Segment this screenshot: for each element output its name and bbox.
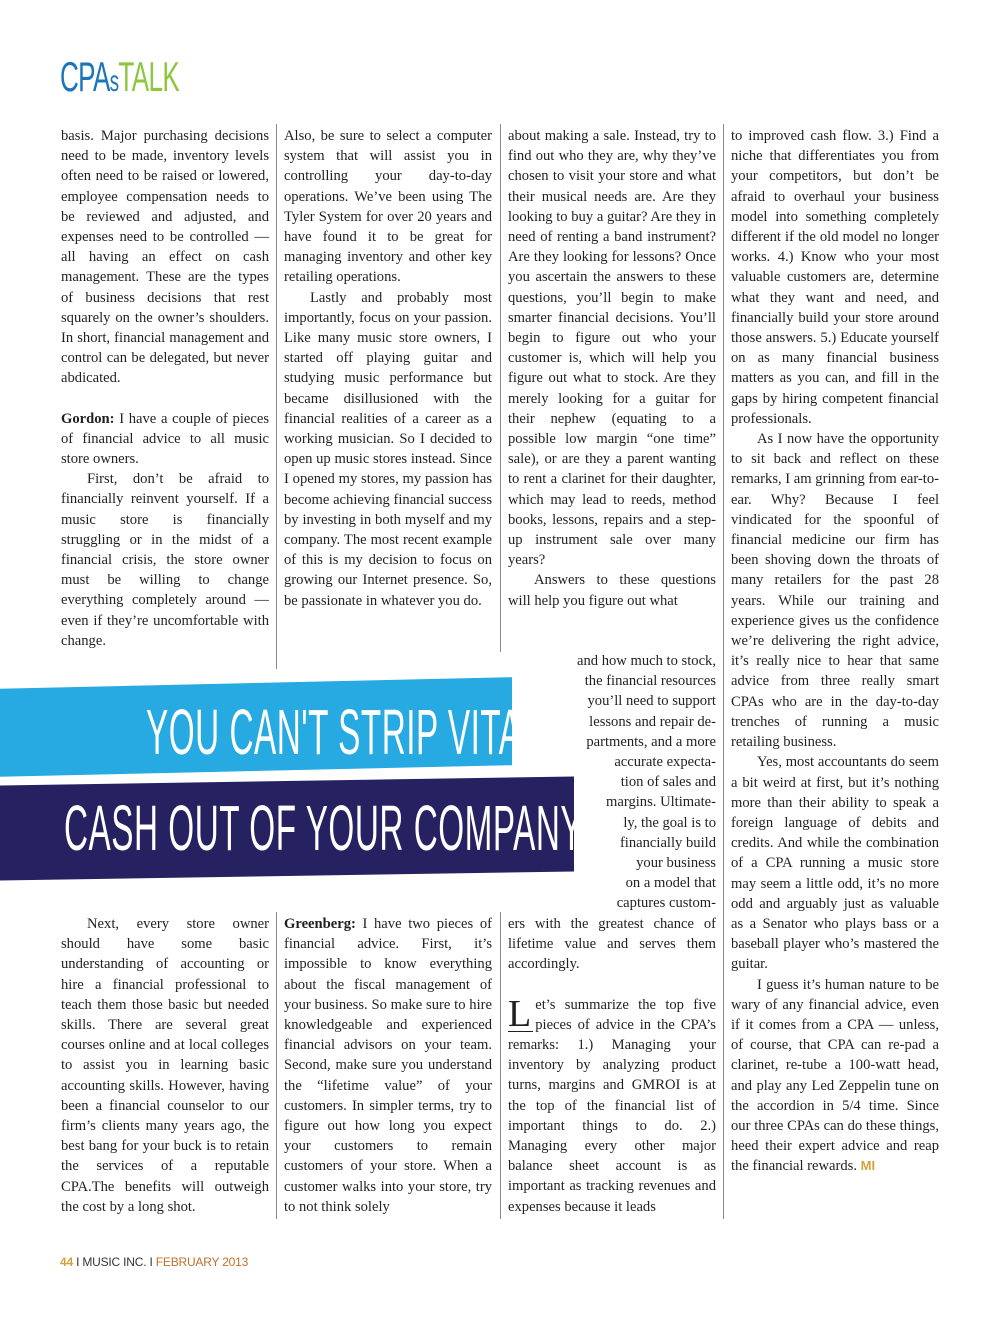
page-number: 44: [60, 1255, 73, 1269]
paragraph-text: I have two pieces of financial advice. First, it’s impossible to know everything about the fiscal management of your business. So make sure to hire knowledgeable and experienced financial advisors on your team. Second, make sure you understand the “lifetime value” of your customers. In simpler terms, try to figure out how long you expect your customers to remain customers of your store. When a customer walks into your store, try to not think solely: [284, 916, 492, 1215]
headline-line-2: CASH OUT OF YOUR COMPANY: [64, 792, 584, 864]
speaker-name: Greenberg:: [284, 916, 356, 932]
column-4: [731, 126, 939, 1177]
paragraph-text: I guess it’s human nature to be wary of any financial advice, even if it comes from a CPA — unless, of course, that CPA can re-pad a clarinet, re-tube a 100-watt head, and play any Led Zeppelin tune on the accordion in 5/4 time. Since our three CPAs can do these things, heed their expert advice and reap the financial rewards.: [731, 976, 939, 1175]
column-2-bottom: [284, 914, 492, 1217]
paragraph: Lastly and probably most importantly, focus on your passion. Like many music store owners, I started off playing guitar and studying music performance but became disillusioned with the financial realities of a career as a working musician. So I decided to open up music stores instead. Since I opened my stores, my passion has become achieving financial success by investing in both myself and my company. The most recent example of this is my decision to focus on growing our Internet presence. So, be passionate in whatever you do.: [284, 289, 492, 609]
page-footer: [60, 1255, 248, 1269]
text-line: on a model that: [625, 875, 716, 892]
text-line: captures custom-: [616, 895, 716, 912]
paragraph: [284, 914, 492, 1217]
text-line: lessons and repair de-: [589, 713, 716, 730]
column-3-bottom: [508, 914, 716, 1217]
paragraph: ers with the greatest chance of lifetime value and serves them accordingly.: [508, 916, 716, 973]
paragraph: Answers to these questions will help you figure out what: [508, 572, 716, 609]
paragraph: Next, every store owner should have some basic understanding of accounting or hire a financial professional to teach them those basic but needed skills. There are several great courses online and at local colleges to assist you in learning basic accounting skills. However, having been a financial counselor to our firm’s clients many years ago, the best bang for your buck is to retain the services of a reputable CPA.The benefits will outweigh the cost by a long shot.: [61, 916, 269, 1215]
column-rule: [500, 912, 501, 1219]
logo-s: s: [109, 65, 119, 98]
end-mark: MI: [860, 1158, 876, 1174]
paragraph: [731, 975, 939, 1177]
speaker-name: Gordon:: [61, 410, 115, 427]
column-3-top: [508, 126, 716, 611]
paragraph: First, don’t be afraid to financially reinvent yourself. If a music store is financially struggling or in the midst of a financial crisis, the store owner must be willing to change everything completely around — even if they’re uncomfortable with change.: [61, 471, 269, 649]
paragraph: to improved cash flow. 3.) Find a niche that differentiates you from your competitors, but don’t be afraid to overhaul your business model into something completely different if the old model no longer works. 4.) Know who your most valuable customers are, determine what they want and need, and financially build your store around those answers. 5.) Educate yourself on as many financial business matters as you can, and fill in the gaps by hiring competent financial professionals.: [731, 128, 939, 427]
column-rule: [276, 912, 277, 1219]
text-line: and how much to stock,: [576, 653, 716, 669]
section-logo: [60, 53, 180, 100]
column-3-wrapped-text: [508, 651, 716, 914]
text-line: accurate expecta-: [614, 754, 716, 771]
text-line: ly, the goal is to: [623, 814, 716, 831]
text-line: the financial resources: [584, 673, 716, 690]
headline-line-1: YOU CAN'T STRIP VITAL: [146, 696, 541, 768]
text-line: you’ll need to support: [587, 693, 716, 710]
paragraph: [61, 409, 269, 470]
paragraph: As I now have the opportunity to sit back and reflect on these remarks, I am grinning from ear-to-ear. Why? Because I feel vindicated for the spoonful of financial medicine our firm has been shoving down the throats of many retailers for the past 28 years. While our training and experience gives us the confidence we’re delivering the right advice, it’s really nice to hear that same advice from three really smart CPAs who are in the day-to-day trenches of running a music retailing business.: [731, 431, 939, 751]
text-line: financially build: [619, 834, 716, 851]
drop-cap: L: [508, 992, 532, 1035]
column-rule: [723, 124, 724, 1219]
paragraph: [508, 992, 716, 1217]
text-line: partments, and a more: [586, 733, 716, 750]
column-rule: [276, 124, 277, 669]
paragraph-text: et’s summarize the top five pieces of advice in the CPA’s remarks: 1.) Managing your inventory by analyzing product turns, margins and GMROI is at the top of the financial list of important things to do. 2.) Managing every other major balance sheet account is as important as tracking revenues and expenses because it leads: [508, 996, 716, 1215]
text-line: tion of sales and: [620, 774, 716, 791]
column-1-top: [61, 126, 269, 651]
paragraph: Yes, most accountants do seem a bit weird at first, but it’s nothing more than their ability to speak a foreign language of debits and credits. And while the combination of a CPA running a music store may seem a little odd, it’s no more odd and arguably just as valuable as a Senator who plays bass or a baseball player who’s mastered the guitar.: [731, 754, 939, 973]
logo-cpa: CPA: [60, 53, 110, 100]
column-1-bottom: [61, 914, 269, 1217]
issue-date: FEBRUARY 2013: [155, 1255, 249, 1269]
text-line: margins. Ultimate-: [606, 794, 716, 811]
paragraph-text: I have a couple of pieces of financial advice to all music store owners.: [61, 410, 269, 468]
paragraph: about making a sale. Instead, try to find out who they are, why they’ve chosen to visit your store and what their musical needs are. Are they looking to buy a guitar? Are they in need of renting a band instrument? Are they looking for lessons? Once you ascertain the answers to these questions, you’ll begin to make smarter financial decisions. You’ll begin to figure out who your customer is, which will help you figure out what to stock. Are they merely looking for a guitar for their nephew (equating to a possible low margin “one time” sale), or are they a parent wanting to rent a clarinet for their daughter, which may lead to reeds, method books, lessons, repairs and a step-up instrument sale over many years?: [508, 128, 716, 569]
paragraph: basis. Major purchasing decisions need to be made, inventory levels often need to be raised or lowered, employee compensation needs to be reviewed and adjusted, and expenses need to be controlled — all having an effect on cash management. These are the types of business decisions that rest squarely on the owner’s shoulders. In short, financial management and control can be delegated, but never abdicated.: [61, 128, 269, 387]
text-line: your business: [636, 855, 716, 872]
column-2-top: [284, 126, 492, 611]
paragraph: Also, be sure to select a computer system that will assist you in controlling your day-to-day operations. We’ve been using The Tyler System for over 20 years and have found it to be great for managing inventory and other key retailing operations.: [284, 128, 492, 286]
column-rule: [500, 124, 501, 652]
publication-name: I MUSIC INC. I: [72, 1255, 156, 1269]
logo-talk: TALK: [118, 53, 180, 100]
